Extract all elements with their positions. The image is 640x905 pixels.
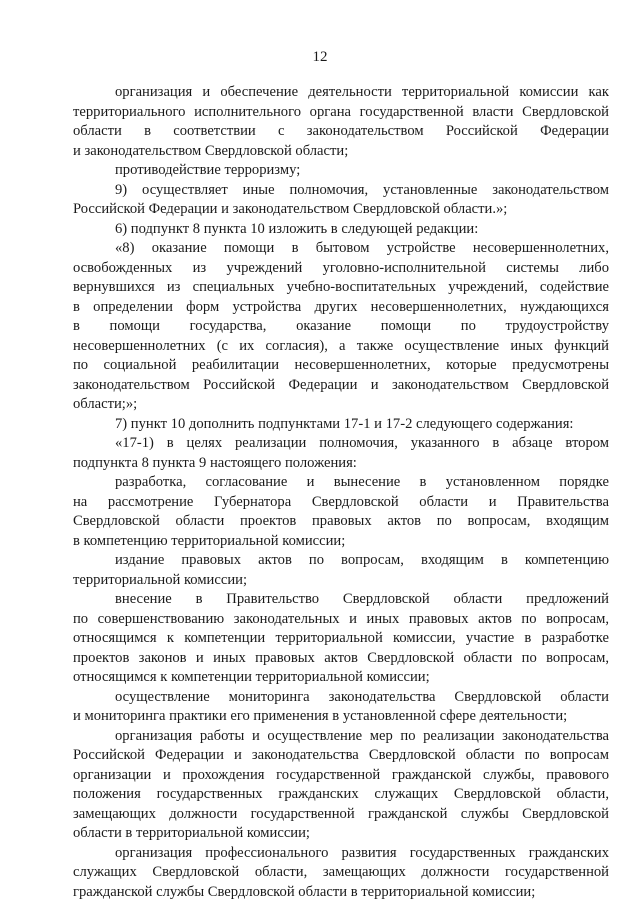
paragraph (73, 415, 609, 435)
text-line: 7) пункт 10 дополнить подпунктами 17-1 и 17-2 следующего содержания: (115, 415, 574, 432)
text-line: законодательством Российской Федерации и законодательством Свердловской (73, 376, 609, 393)
text-line: 9) осуществляет иные полномочия, установленные законодательством (115, 181, 609, 198)
text-line: противодействие терроризму; (115, 162, 301, 178)
text-line: проектов законов и иных правовых актов Свердловской области по вопросам, (73, 649, 609, 666)
text-line: области в соответствии с законодательством Российской Федерации (73, 123, 609, 139)
paragraph (73, 473, 609, 551)
paragraph (73, 220, 609, 240)
paragraph (73, 434, 609, 473)
text-line: освобожденных из учреждений уголовно-исполнительной системы либо (73, 259, 609, 276)
text-line: Свердловской области проектов правовых актов по вопросам, входящим (73, 513, 609, 529)
text-line: относящимся к компетенции территориальной комиссии; (73, 669, 430, 685)
text-line: вернувшихся из специальных учебно-воспитательных учреждений, содействие (73, 279, 609, 295)
paragraph (73, 688, 609, 727)
text-line: внесение в Правительство Свердловской области предложений (115, 591, 609, 607)
paragraph (73, 727, 609, 844)
text-line: гражданской службы Свердловской области в территориальной комиссии; (73, 883, 536, 900)
text-line: в помощи государства, оказание помощи по трудоустройству (73, 318, 609, 334)
text-line: разработка, согласование и вынесение в установленном порядке (115, 474, 609, 490)
text-line: территориальной комиссии; (73, 571, 247, 588)
text-line: Российской Федерации и законодательством Свердловской области.»; (73, 201, 508, 217)
text-line: замещающих должности государственной гражданской службы Свердловской (73, 805, 609, 822)
text-line: несовершеннолетних (с их согласия), а также осуществление иных функций (73, 337, 609, 354)
text-line: организация профессионального развития государственных гражданских (115, 844, 609, 861)
paragraph (73, 239, 609, 415)
text-line: служащих Свердловской области, замещающих должности государственной (73, 864, 609, 880)
text-line: по совершенствованию законодательных и иных правовых актов по вопросам, (73, 610, 609, 627)
text-line: и мониторинга практики его применения в установленной сфере деятельности; (73, 708, 568, 724)
text-line: «17-1) в целях реализации полномочия, указанного в абзаце втором (115, 435, 609, 451)
text-line: территориального исполнительного органа государственной власти Свердловской (73, 103, 609, 120)
text-line: и законодательством Свердловской области; (73, 142, 349, 159)
text-line: положения государственных гражданских служащих Свердловской области, (73, 786, 609, 802)
text-line: в компетенцию территориальной комиссии; (73, 532, 346, 549)
text-line: организация работы и осуществление мер по реализации законодательства (115, 727, 609, 744)
paragraph (73, 161, 609, 181)
text-line: относящимся к компетенции территориальной комиссии, участие в разработке (73, 630, 609, 646)
text-line: Российской Федерации и законодательства Свердловской области по вопросам (73, 747, 609, 763)
paragraph (73, 551, 609, 590)
paragraph (73, 844, 609, 903)
page-number: 12 (312, 49, 328, 65)
text-line: области в территориальной комиссии; (73, 825, 310, 841)
text-line: «8) оказание помощи в бытовом устройстве несовершеннолетних, (115, 240, 609, 256)
text-line: области;»; (73, 396, 138, 412)
paragraph (73, 83, 609, 161)
text-line: организации и прохождения государственной гражданской службы, правового (73, 766, 609, 783)
text-line: подпункта 8 пункта 9 настоящего положения: (73, 454, 357, 471)
paragraph (73, 590, 609, 688)
text-line: 6) подпункт 8 пункта 10 изложить в следующей редакции: (115, 220, 479, 237)
document-body (73, 83, 609, 902)
paragraph (73, 181, 609, 220)
text-line: в определении форм устройства других несовершеннолетних, нуждающихся (73, 298, 609, 315)
text-line: организация и обеспечение деятельности территориальной комиссии как (115, 84, 609, 100)
text-line: осуществление мониторинга законодательства Свердловской области (115, 688, 609, 705)
text-line: на рассмотрение Губернатора Свердловской области и Правительства (73, 493, 609, 510)
text-line: по социальной реабилитации несовершеннолетних, которые предусмотрены (73, 357, 609, 373)
text-line: издание правовых актов по вопросам, входящим в компетенцию (115, 552, 609, 568)
